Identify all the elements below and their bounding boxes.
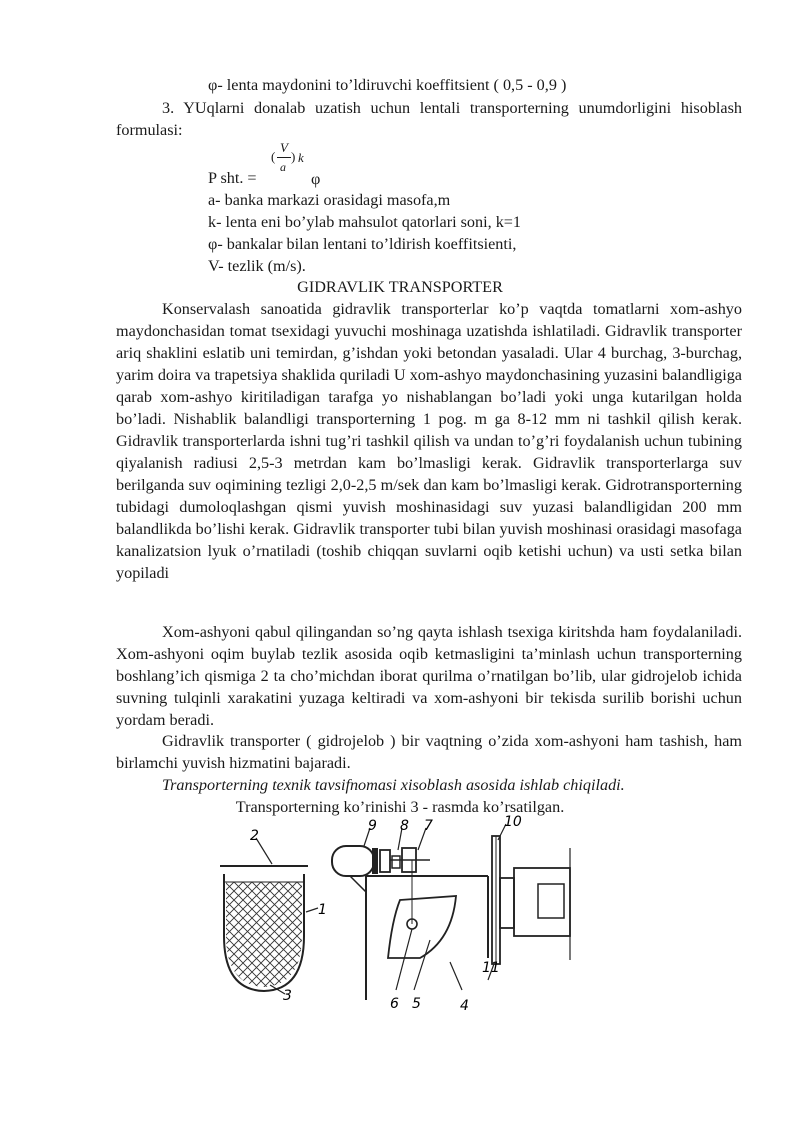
definition-k: k- lenta eni bo’ylab mahsulot qatorlari soni, k=1 bbox=[208, 213, 522, 231]
formula-k: k bbox=[298, 150, 304, 165]
label-9: 9 bbox=[368, 818, 377, 834]
phi-lenta-definition: φ- lenta maydonini to’ldiruvchi koeffitsient ( 0,5 - 0,9 ) bbox=[208, 76, 567, 94]
label-7: 7 bbox=[424, 818, 433, 834]
figure-caption: Transporterning ko’rinishi 3 - rasmda ko’rsatilgan. bbox=[235, 798, 565, 816]
formula-numerator: V bbox=[280, 140, 288, 155]
label-8: 8 bbox=[400, 818, 409, 834]
trough-section bbox=[220, 838, 318, 994]
label-2: 2 bbox=[250, 828, 259, 844]
item-3-text: 3. YUqlarni donalab uzatish uchun lentali transporterning unumdorligini hisoblash formulasi: bbox=[116, 99, 742, 139]
formula-lhs: P sht. = bbox=[208, 169, 257, 187]
section-heading: GIDRAVLIK TRANSPORTER bbox=[297, 278, 503, 296]
definition-a: a- banka markazi orasidagi masofa,m bbox=[208, 191, 451, 209]
definition-phi: φ- bankalar bilan lentani to’ldirish koeffitsienti, bbox=[208, 235, 517, 253]
paragraph-1: Konservalash sanoatida gidravlik transporterlar ko’p vaqtda tomatlarni xom-ashyo maydonchasidan tomat tsexidagi yuvuchi moshinaga uzatishda ishlatiladi. Gidravlik transporter ariq shaklini eslatib uni temirdan, g’ishdan yoki betondan yasaladi. Ular 4 burchag, 3-burchag, yarim doira va trapetsiya shaklida quriladi U xom-ashyo maydonchasining yuzasini balandligiga qarab xom-ashyo kiritiladigan tarafga yo nishablangan bo’ladi yoki unga kutarilgan holda bo’ladi. Nishablik balandligi transporterning 1 pog. m ga 8-12 mm ni tashkil qilish kerak. Gidravlik transporterlarda ishni tug’ri tashkil qilish va undan to’g’ri foydalanish uchun tubining qiyalanish radiusi 2,5-3 metrdan kam bo’lmasligi kerak. Gidravlik transporterlarga suv berilganda suv oqimining tezligi 2,0-2,5 m/sek dan kam bo’lmasligi kerak. Gidrotransporterning tubidagi dumoloqlashgan qismi yuvish moshinasidagi suv yuzasi balandligidan 200 mm balandlikda bo’lishi kerak. Gidravlik transporter tubi bilan yuvish moshinasi orasidagi masofaga kanalizatsion lyuk o’rnatiladi (toshib chiqqan suvlarni oqib ketishi uchun) va usti setka bilan yopiladi bbox=[116, 300, 742, 582]
label-11: 11 bbox=[482, 960, 500, 976]
paragraph-2: Xom-ashyoni qabul qilingandan so’ng qayta ishlash tsexiga kiritshda ham foydalaniladi. Xom-ashyoni oqim buylab tezlik asosida oqib ketmasligini ta’minlash uchun transporterning boshlang’ich qismiga 2 ta cho’michdan iborat qurilma o’rnatilgan bo’lib, ular gidrojelob ichida suvning tulqinli xarakatini yuzaga keltiradi va xom-ashyoni bir tekisda surilib borishi uchun yordam beradi. bbox=[116, 623, 742, 729]
formula-paren-close: ) bbox=[291, 149, 296, 164]
wash-machine-unit bbox=[488, 824, 570, 980]
formula-denominator: a bbox=[280, 160, 286, 174]
formula-paren-open: ( bbox=[271, 149, 276, 164]
paragraph-3: Gidravlik transporter ( gidrojelob ) bir vaqtning o’zida xom-ashyoni ham tashish, ham birlamchi yuvish hizmatini bajaradi. bbox=[116, 732, 742, 772]
label-10: 10 bbox=[504, 814, 522, 830]
label-5: 5 bbox=[412, 996, 421, 1012]
paragraph-4: Transporterning texnik tavsifnomasi xisoblash asosida ishlab chiqiladi. bbox=[162, 776, 625, 794]
definition-v: V- tezlik (m/s). bbox=[208, 257, 306, 275]
label-4: 4 bbox=[460, 998, 469, 1014]
label-3: 3 bbox=[283, 988, 292, 1004]
label-1: 1 bbox=[318, 902, 327, 918]
label-6: 6 bbox=[390, 996, 399, 1012]
formula-phi: φ bbox=[311, 170, 321, 188]
drive-unit bbox=[332, 828, 488, 1000]
